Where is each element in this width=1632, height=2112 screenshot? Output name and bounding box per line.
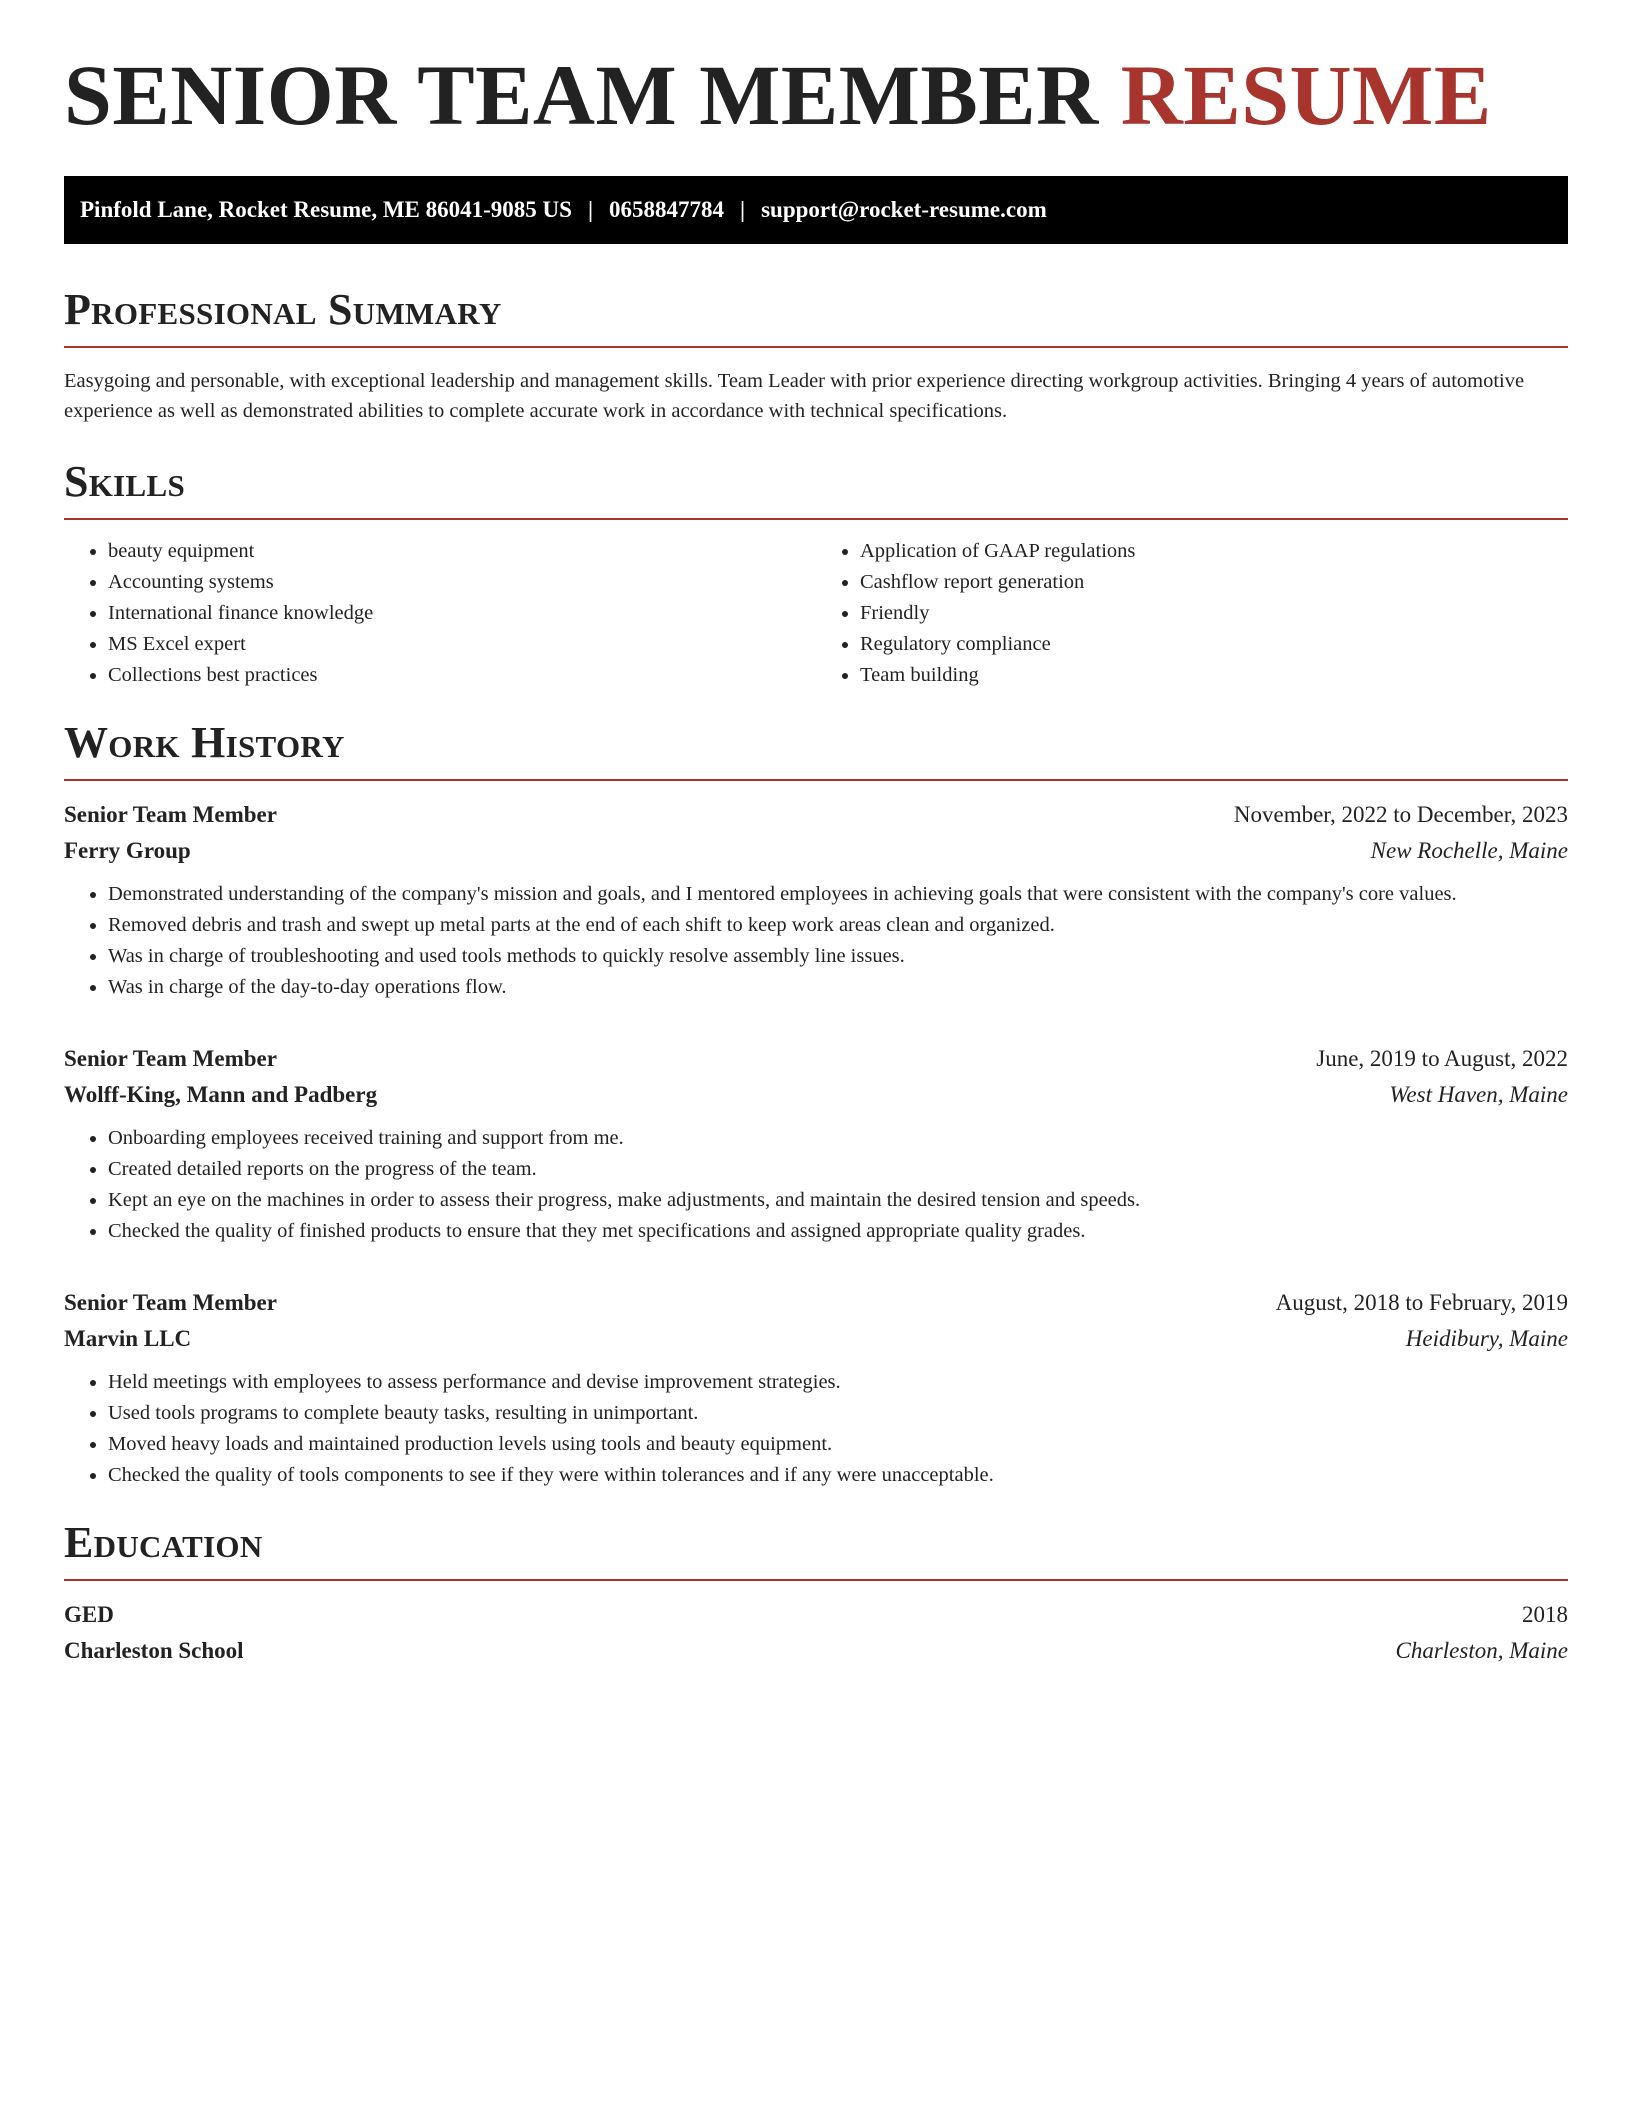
skill-item: • Application of GAAP regulations <box>860 536 1568 567</box>
contact-separator: | <box>587 197 594 222</box>
skills-heading: Skills <box>64 460 1568 520</box>
job-entry <box>64 1285 1568 1491</box>
job-entry <box>64 1041 1568 1247</box>
skills-column-left <box>64 536 816 691</box>
job-title: Senior Team Member <box>64 802 277 827</box>
resume-title <box>64 47 1568 143</box>
skills-section <box>64 457 1568 691</box>
job-dates: June, 2019 to August, 2022 <box>1316 1046 1568 1071</box>
job-duty: • Created detailed reports on the progress of the team. <box>108 1154 1568 1185</box>
contact-address: Pinfold Lane, Rocket Resume, ME 86041-9085 US <box>80 197 572 222</box>
summary-text: Easygoing and personable, with exceptional leadership and management skills. Team Leader with prior experience directing workgroup activities. Bringing 4 years of automotive experience as well as demonstrated abilities to complete accurate work in accordance with technical specifications. <box>64 370 1525 422</box>
job-duty: • Checked the quality of tools components to see if they were within tolerances and if any were unacceptable. <box>108 1460 1568 1491</box>
contact-separator: | <box>740 197 746 222</box>
job-duty: • Held meetings with employees to assess performance and devise improvement strategies. <box>108 1367 1568 1398</box>
education-section <box>64 1518 1568 1669</box>
skill-item: • Regulatory compliance <box>860 629 1568 660</box>
skill-item: • Collections best practices <box>108 660 816 691</box>
skill-item: • Accounting systems <box>108 567 816 598</box>
job-duties <box>64 1367 1568 1491</box>
education-heading: Education <box>64 1521 1568 1581</box>
education-degree: GED <box>64 1602 114 1627</box>
summary-section <box>64 285 1568 426</box>
job-company: Ferry Group <box>64 838 191 863</box>
job-duty: • Was in charge of troubleshooting and used tools methods to quickly resolve assembly line issues. <box>108 941 1568 972</box>
job-title: Senior Team Member <box>64 1290 277 1315</box>
job-title: Senior Team Member <box>64 1046 277 1071</box>
job-duty: • Kept an eye on the machines in order to assess their progress, make adjustments, and maintain the desired tension and speeds. <box>108 1185 1568 1216</box>
skill-item: • Friendly <box>860 598 1568 629</box>
job-duty: • Was in charge of the day-to-day operations flow. <box>108 972 1568 1003</box>
contact-email: support@rocket-resume.com <box>761 197 1047 222</box>
work-history-heading: Work History <box>64 721 1568 781</box>
job-duties <box>64 1123 1568 1247</box>
skills-list <box>64 536 1568 691</box>
job-duty: • Moved heavy loads and maintained production levels using tools and beauty equipment. <box>108 1429 1568 1460</box>
job-duty: • Removed debris and trash and swept up metal parts at the end of each shift to keep work areas clean and organized. <box>108 910 1568 941</box>
job-duty: • Onboarding employees received training and support from me. <box>108 1123 1568 1154</box>
job-company: Wolff-King, Mann and Padberg <box>64 1082 378 1107</box>
job-duty: • Demonstrated understanding of the company's mission and goals, and I mentored employees in achieving goals that were consistent with the company's core values. <box>108 879 1568 910</box>
job-duties <box>64 879 1568 1003</box>
skill-item: • International finance knowledge <box>108 598 816 629</box>
job-location: Heidibury, Maine <box>1405 1326 1568 1351</box>
education-entry <box>64 1597 1568 1669</box>
job-company: Marvin LLC <box>64 1326 192 1351</box>
skills-column-right <box>816 536 1568 691</box>
title-main: SENIOR TEAM MEMBER <box>64 47 1099 143</box>
skill-item: • MS Excel expert <box>108 629 816 660</box>
education-year: 2018 <box>1522 1602 1568 1627</box>
work-history-section <box>64 718 1568 1491</box>
education-location: Charleston, Maine <box>1395 1638 1568 1663</box>
summary-heading: Professional Summary <box>64 288 1568 348</box>
skill-item: • Cashflow report generation <box>860 567 1568 598</box>
title-accent: RESUME <box>1120 47 1492 143</box>
job-location: New Rochelle, Maine <box>1370 838 1568 863</box>
skill-item: • beauty equipment <box>108 536 816 567</box>
job-duty: • Used tools programs to complete beauty tasks, resulting in unimportant. <box>108 1398 1568 1429</box>
job-entry <box>64 797 1568 1003</box>
contact-bar <box>64 176 1568 244</box>
job-duty: • Checked the quality of finished products to ensure that they met specifications and assigned appropriate quality grades. <box>108 1216 1568 1247</box>
job-location: West Haven, Maine <box>1389 1082 1568 1107</box>
job-dates: August, 2018 to February, 2019 <box>1275 1290 1568 1315</box>
contact-phone: 0658847784 <box>609 197 725 222</box>
job-dates: November, 2022 to December, 2023 <box>1233 802 1568 827</box>
education-school: Charleston School <box>64 1638 244 1663</box>
skill-item: • Team building <box>860 660 1568 691</box>
